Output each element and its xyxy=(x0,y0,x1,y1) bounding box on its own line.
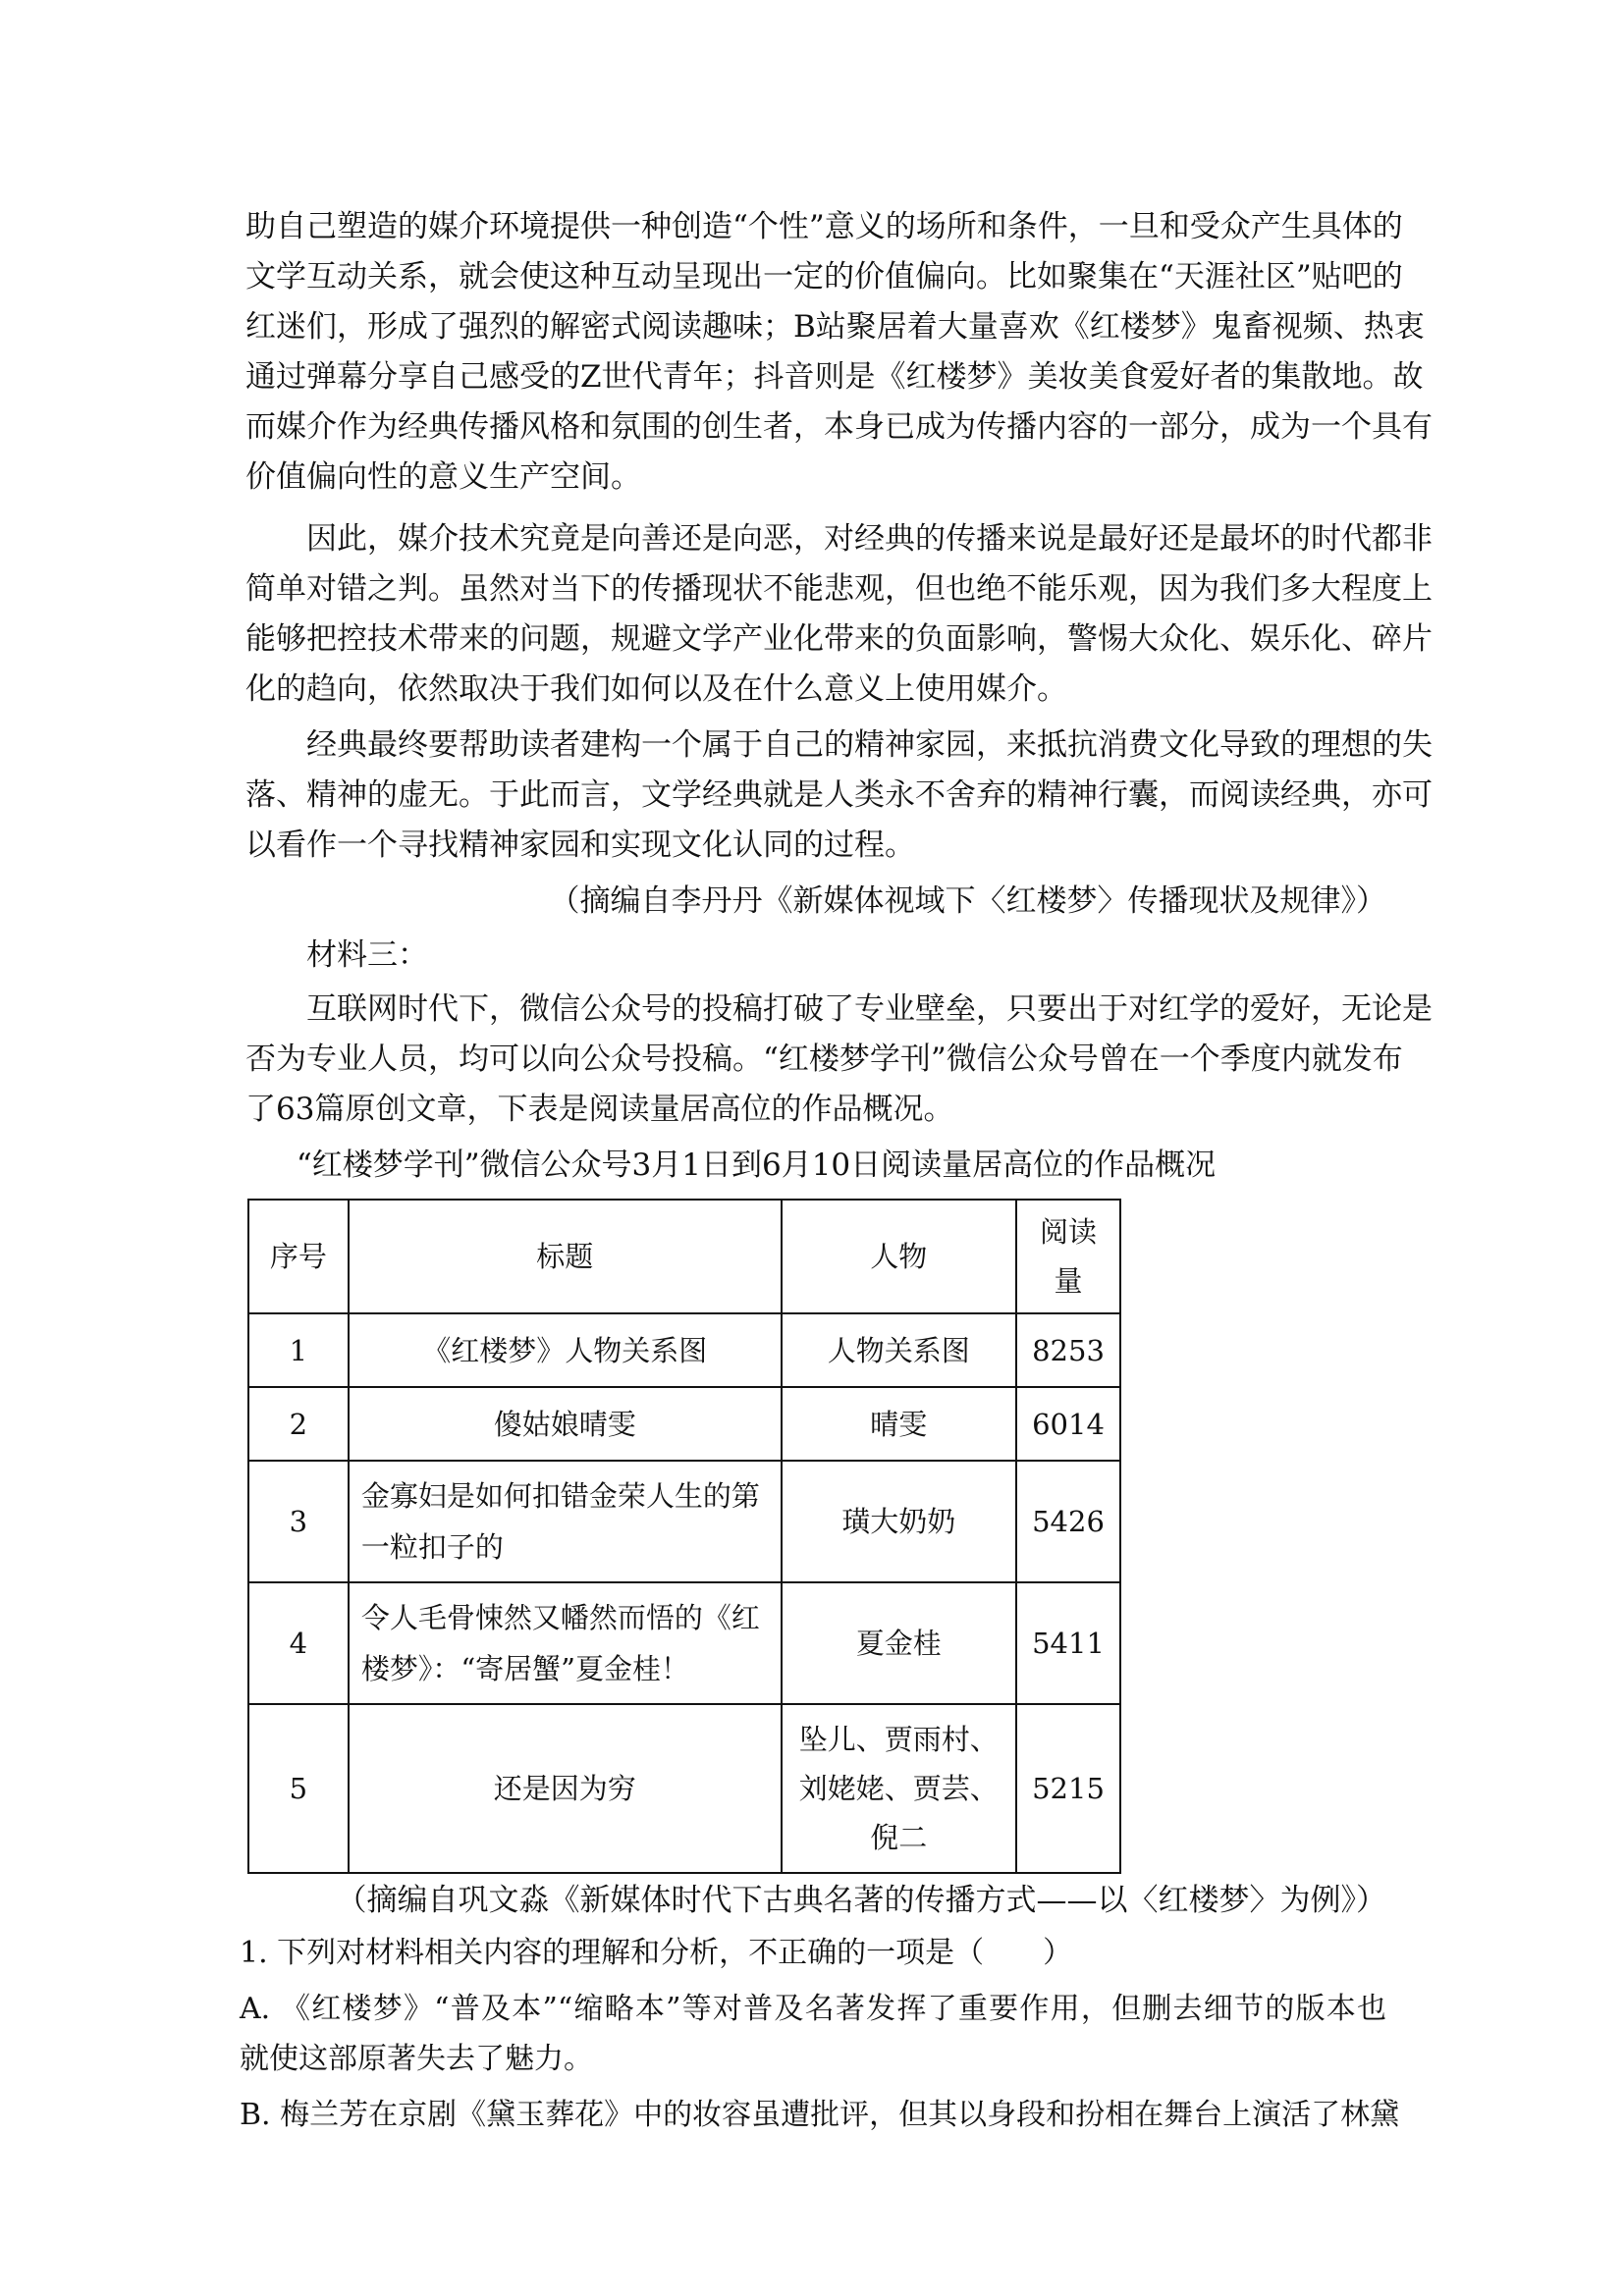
paragraph-4 xyxy=(245,985,1433,1135)
cell-title-line: 令人毛骨悚然又幡然而悟的《红 xyxy=(360,1601,760,1634)
text-line: 因此，媒介技术究竟是向善还是向恶，对经典的传播来说是最好还是最坏的时代都非 xyxy=(306,521,1433,557)
cell-title-line: 金寡妇是如何扣错金荣人生的第 xyxy=(360,1479,760,1513)
cell-reads: 5411 xyxy=(1016,1582,1120,1704)
cell-person-line: 坠儿、贾雨村、 xyxy=(798,1723,999,1756)
cell-title: 《红楼梦》人物关系图 xyxy=(349,1313,782,1387)
header-cell: 标题 xyxy=(349,1200,782,1313)
cell-reads: 5215 xyxy=(1016,1704,1120,1873)
cell-no: 1 xyxy=(248,1313,349,1387)
cell-person-line: 倪二 xyxy=(870,1821,928,1854)
cell-title-line: 楼梦》：“寄居蟹”夏金桂！ xyxy=(360,1652,689,1685)
cell-title: 傻姑娘晴雯 xyxy=(349,1387,782,1461)
text-line: 否为专业人员，均可以向公众号投稿。“红楼梦学刊”微信公众号曾在一个季度内就发布 xyxy=(245,1041,1403,1077)
header-cell-reads xyxy=(1016,1200,1120,1313)
cell-title-line: 一粒扣子的 xyxy=(360,1530,504,1564)
cell-reads: 5426 xyxy=(1016,1461,1120,1582)
document-page xyxy=(240,196,1433,2140)
table-row xyxy=(248,1461,1120,1582)
source-citation: （摘编自李丹丹《新媒体视域下〈红楼梦〉传播现状及规律》） xyxy=(549,883,1386,919)
paragraph-1 xyxy=(245,202,1433,503)
cell-no: 4 xyxy=(248,1582,349,1704)
cell-no: 5 xyxy=(248,1704,349,1873)
text-line: 通过弹幕分享自己感受的Z世代青年；抖音则是《红楼梦》美妆美食爱好者的集散地。故 xyxy=(245,359,1424,395)
text-line: 而媒介作为经典传播风格和氛围的创生者，本身已成为传播内容的一部分，成为一个具有 xyxy=(245,409,1433,445)
table-row xyxy=(248,1704,1120,1873)
table-header-row xyxy=(248,1200,1120,1313)
text-line: 助自己塑造的媒介环境提供一种创造“个性”意义的场所和条件，一旦和受众产生具体的 xyxy=(245,209,1403,244)
table-source-citation: （摘编自巩文淼《新媒体时代下古典名著的传播方式——以〈红楼梦〉为例》） xyxy=(336,1883,1386,1918)
cell-reads: 6014 xyxy=(1016,1387,1120,1461)
text-line: 经典最终要帮助读者建构一个属于自己的精神家园，来抵抗消费文化导致的理想的失 xyxy=(306,727,1433,763)
text-line: 了63篇原创文章，下表是阅读量居高位的作品概况。 xyxy=(245,1092,954,1127)
table-row xyxy=(248,1582,1120,1704)
cell-no: 2 xyxy=(248,1387,349,1461)
material-label: 材料三： xyxy=(306,937,428,973)
header-reads-line: 阅读 xyxy=(1039,1215,1097,1249)
header-cell: 序号 xyxy=(248,1200,349,1313)
text-line: 化的趋向，依然取决于我们如何以及在什么意义上使用媒介。 xyxy=(245,671,1067,707)
cell-title xyxy=(349,1461,782,1582)
paragraph-3 xyxy=(245,721,1433,871)
text-line: 文学互动关系，就会使这种互动呈现出一定的价值偏向。比如聚集在“天涯社区”贴吧的 xyxy=(245,259,1403,294)
header-reads-line: 量 xyxy=(1054,1264,1083,1298)
option-b-line: B. 梅兰芳在京剧《黛玉葬花》中的妆容虽遭批评，但其以身段和扮相在舞台上演活了林黛 xyxy=(240,2098,1400,2132)
cell-title xyxy=(349,1582,782,1704)
header-cell: 人物 xyxy=(782,1200,1016,1313)
text-line: 简单对错之判。虽然对当下的传播现状不能悲观，但也绝不能乐观，因为我们多大程度上 xyxy=(245,571,1433,607)
paragraph-2 xyxy=(245,514,1433,715)
table-row xyxy=(248,1387,1120,1461)
cell-person: 夏金桂 xyxy=(782,1582,1016,1704)
text-line: 以看作一个寻找精神家园和实现文化认同的过程。 xyxy=(245,828,915,863)
cell-person xyxy=(782,1704,1016,1873)
text-line: 落、精神的虚无。于此而言，文学经典就是人类永不舍弃的精神行囊，而阅读经典，亦可 xyxy=(245,777,1433,813)
cell-no: 3 xyxy=(248,1461,349,1582)
text-line: 互联网时代下，微信公众号的投稿打破了专业壁垒，只要出于对红学的爱好，无论是 xyxy=(306,991,1433,1027)
text-line: 价值偏向性的意义生产空间。 xyxy=(245,459,641,495)
question-1 xyxy=(240,1928,1400,2140)
table-caption: “红楼梦学刊”微信公众号3月1日到6月10日阅读量居高位的作品概况 xyxy=(296,1148,1217,1183)
cell-title: 还是因为穷 xyxy=(349,1704,782,1873)
option-a-line: 就使这部原著失去了魅力。 xyxy=(240,2042,593,2076)
cell-reads: 8253 xyxy=(1016,1313,1120,1387)
question-stem: 1. 下列对材料相关内容的理解和分析，不正确的一项是（ ） xyxy=(240,1936,1073,1970)
cell-person: 晴雯 xyxy=(782,1387,1016,1461)
text-line: 能够把控技术带来的问题，规避文学产业化带来的负面影响，警惕大众化、娱乐化、碎片 xyxy=(245,621,1433,657)
cell-person: 璜大奶奶 xyxy=(782,1461,1016,1582)
cell-person: 人物关系图 xyxy=(782,1313,1016,1387)
table-row xyxy=(248,1313,1120,1387)
cell-person-line: 刘姥姥、贾芸、 xyxy=(798,1772,999,1805)
works-table xyxy=(247,1199,1121,1874)
option-a-line: A. 《红楼梦》“普及本”“缩略本”等对普及名著发挥了重要作用，但删去细节的版本也 xyxy=(240,1992,1386,2026)
text-line: 红迷们，形成了强烈的解密式阅读趣味；B站聚居着大量喜欢《红楼梦》鬼畜视频、热衷 xyxy=(245,309,1425,345)
